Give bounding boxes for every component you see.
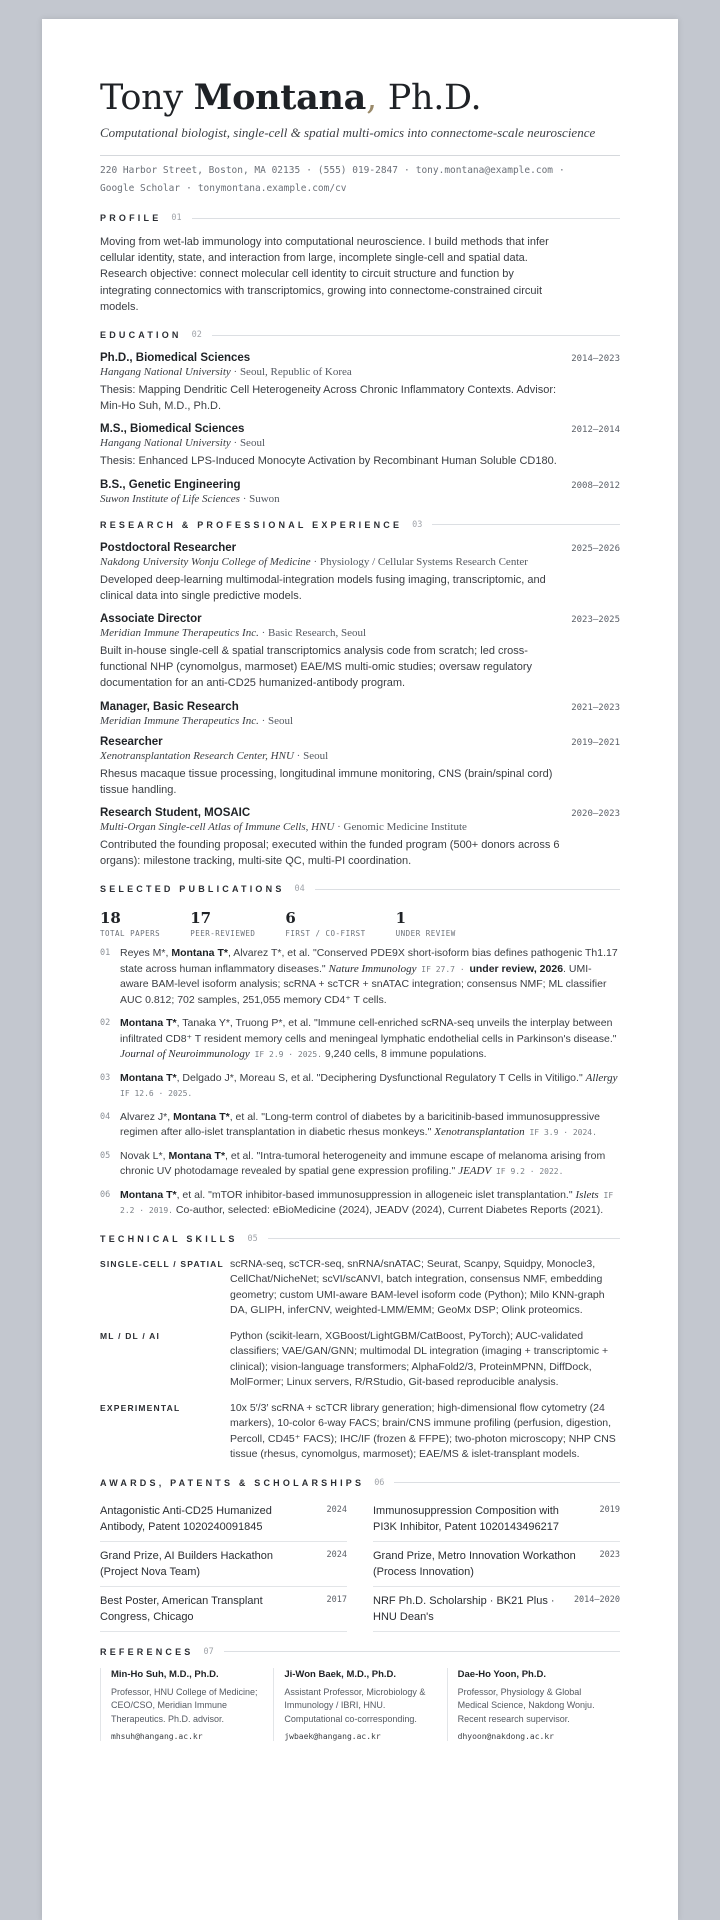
section-title: EDUCATION [100, 330, 182, 341]
publication-citation [120, 1016, 620, 1063]
award-year: 2017 [326, 1594, 347, 1605]
entry-dates: 2020–2023 [571, 809, 620, 820]
organization-dept: · Seoul [258, 714, 294, 727]
school-line [100, 366, 620, 378]
section-title: SELECTED PUBLICATIONS [100, 884, 285, 895]
organization-line [100, 715, 620, 727]
organization-dept: · Genomic Medicine Institute [334, 821, 467, 834]
publication-stat [285, 909, 365, 938]
award-item [100, 1497, 347, 1542]
entry-dates: 2025–2026 [571, 543, 620, 554]
award-title: Best Poster, American Transplant Congress, Chicago [100, 1594, 263, 1623]
organization-dept: · Basic Research, Seoul [258, 627, 367, 640]
organization-dept: · Physiology / Cellular Systems Research Center [310, 555, 528, 568]
section-divider [432, 524, 620, 525]
school-name: Hangang National University [100, 366, 231, 379]
section-header-publications [100, 881, 620, 897]
publication-citation [120, 1149, 620, 1180]
education-list [100, 352, 620, 505]
entry-header [100, 352, 620, 364]
section-divider [192, 218, 620, 219]
organization-name: Multi-Organ Single-cell Atlas of Immune Cells, HNU [100, 821, 335, 834]
entry-dates: 2023–2025 [571, 615, 620, 626]
publication-number: 02 [100, 1018, 111, 1029]
publication-stats [100, 909, 620, 938]
organization-name: Meridian Immune Therapeutics Inc. [100, 627, 259, 640]
publication-number: 04 [100, 1111, 111, 1122]
citation-body: , Alvarez T*, et al. "Conserved PDE9X short-isoform bias defines pathogenic Th1.17 state across human inflammatory diseases." [120, 947, 618, 975]
publication-citation [120, 1188, 620, 1219]
citation-body: , et al. "mTOR inhibitor-based immunosuppression in allogeneic islet transplantation." [176, 1188, 576, 1201]
school-location: · Suwon [239, 492, 280, 505]
entry-description: Developed deep-learning multimodal-integration models fusing imaging, transcriptomic, and clinical data into single predictive models. [100, 573, 546, 602]
stat-number: 1 [395, 909, 407, 928]
citation-journal: JEADV [458, 1165, 492, 1178]
school-name: Suwon Institute of Life Sciences [100, 492, 240, 505]
section-title: RESEARCH & PROFESSIONAL EXPERIENCE [100, 519, 403, 530]
citation-meta: IF 2.2 · 2019. [120, 1190, 614, 1216]
citation-authors-pre: Reyes M*, [120, 947, 172, 960]
entry-header [100, 701, 620, 713]
section-header-profile [100, 210, 620, 226]
reference-description: Professor, Physiology & Global Medical Science, Nakdong Wonju. Recent research supervisor. [457, 1686, 595, 1724]
section-title: REFERENCES [100, 1646, 194, 1657]
award-title: Immunosuppression Composition with PI3K Inhibitor, Patent 1020143496217 [373, 1504, 559, 1533]
education-entry [100, 423, 620, 469]
citation-self-author: Montana T* [120, 1017, 177, 1030]
section-divider [224, 1651, 620, 1652]
section-number: 06 [374, 1477, 385, 1488]
stat-number: 18 [100, 909, 121, 928]
contact-website-link[interactable]: tonymontana.example.com/cv [197, 183, 347, 194]
citation-notes: 9,240 cells, 8 immune populations. [322, 1048, 487, 1061]
citation-notes: . UMI-aware BAM-level isoform analysis; scRNA + scTCR + snATAC integration; consensus NMF; ML classifier AUC 0.812; 702 samples, 251,055 memory CD4⁺ T cells. [120, 962, 607, 1006]
award-year: 2014–2020 [573, 1594, 620, 1605]
publication-number: 03 [100, 1072, 111, 1083]
organization-line [100, 627, 620, 639]
citation-journal: Nature Immunology [328, 962, 417, 975]
award-item [373, 1497, 620, 1542]
skill-row [100, 1329, 620, 1391]
skill-category: EXPERIMENTAL [100, 1402, 181, 1413]
job-title: Postdoctoral Researcher [100, 541, 237, 554]
stat-number: 6 [285, 909, 296, 928]
experience-entry [100, 542, 620, 604]
section-divider [315, 889, 620, 890]
name-comma: , [366, 78, 377, 118]
skill-details: scRNA-seq, scTCR-seq, snRNA/snATAC; Seurat, Scanpy, Squidpy, Monocle3, CellChat/NicheNet; scVI/scANVI, batch integration, consensus NMF, embedding geometry; custom UMI-aware BAM-level isoform code (Python); Milo KNN-graph DA, GLIPH, inferCNV, weighted-LMM/EMM; GeoMx DSP; Olink proteomics. [230, 1257, 605, 1317]
stat-label: TOTAL PAPERS [100, 929, 161, 939]
profile-text: Moving from wet-lab immunology into computational neuroscience. I build methods that infer cellular identity, state, and interaction from large, incomplete single-cell and spatial data. Research objective: connect molecular cell identity to circuit structure and function by integrating connectomics with transcriptomics, growing into connectome-constrained circuit models. [100, 236, 549, 313]
entry-header [100, 479, 620, 491]
citation-body: , Tanaka Y*, Truong P*, et al. "Immune cell-enriched scRNA-seq unveils the interplay between infiltrated CD8⁺ T resident memory cells and meningeal lymphatic endothelial cells in Parkinson's disease." [120, 1017, 617, 1045]
job-title: Researcher [100, 735, 163, 748]
citation-journal: Journal of Neuroimmunology [120, 1048, 250, 1061]
entry-description: Thesis: Enhanced LPS-Induced Monocyte Activation by Recombinant Human Soluble CD180. [100, 455, 557, 468]
publication-number: 06 [100, 1189, 111, 1200]
awards-grid [100, 1497, 620, 1632]
job-title: Associate Director [100, 613, 202, 626]
reference-description: Professor, HNU College of Medicine; CEO/CSO, Meridian Immune Therapeutics. Ph.D. advisor. [111, 1686, 258, 1724]
school-line [100, 437, 620, 449]
reference-card [447, 1668, 620, 1742]
experience-entry [100, 736, 620, 798]
school-location: · Seoul, Republic of Korea [230, 366, 352, 379]
award-title: Grand Prize, AI Builders Hackathon (Project Nova Team) [100, 1549, 274, 1578]
reference-name: Ji-Won Baek, M.D., Ph.D. [284, 1668, 397, 1680]
award-year: 2019 [599, 1504, 620, 1515]
citation-body: , Delgado J*, Moreau S, et al. "Deciphering Dysfunctional Regulatory T Cells in Vitiligo." [176, 1071, 586, 1084]
skill-details: Python (scikit-learn, XGBoost/LightGBM/CatBoost, PyTorch); AUC-validated classifiers; VAE/GAN/GNN; multimodal DL integration (imaging + transcriptomic + clinical); vision-language transformers; AlphaFold2/3, ProteinMPNN, DiffDock, MolFormer; Linux servers, R/RStudio, Git-based reproducible analysis. [230, 1329, 609, 1389]
entry-dates: 2019–2021 [571, 737, 620, 748]
references-list [100, 1668, 620, 1742]
degree-title: Ph.D., Biomedical Sciences [100, 352, 251, 365]
award-item [373, 1587, 620, 1632]
organization-line [100, 821, 620, 833]
publication-citation [120, 1110, 620, 1141]
award-item [373, 1542, 620, 1587]
entry-header [100, 613, 620, 625]
education-entry [100, 479, 620, 505]
citation-authors-pre: Novak L*, [120, 1149, 169, 1162]
citation-journal: Xenotransplantation [434, 1126, 525, 1139]
reference-name: Dae-Ho Yoon, Ph.D. [457, 1668, 546, 1680]
stat-label: UNDER REVIEW [395, 929, 456, 939]
entry-dates: 2012–2014 [571, 425, 620, 436]
experience-entry [100, 613, 620, 692]
citation-notes: Co-author, selected: eBioMedicine (2024), JEADV (2024), Current Diabetes Reports (2021). [172, 1204, 604, 1217]
entry-dates: 2014–2023 [571, 354, 620, 365]
publication-stat [100, 909, 160, 938]
award-title: Antagonistic Anti-CD25 Humanized Antibody, Patent 1020240091845 [100, 1504, 272, 1533]
citation-self-author: Montana T* [120, 1188, 177, 1201]
contact-phone: (555) 019-2847 [317, 165, 398, 176]
organization-line [100, 556, 620, 568]
skill-row [100, 1401, 620, 1463]
reference-email[interactable]: dhyoon@nakdong.ac.kr [457, 1732, 554, 1742]
section-number: 05 [247, 1233, 258, 1244]
citation-meta: IF 27.7 · [416, 964, 470, 974]
skill-category: SINGLE-CELL / SPATIAL [100, 1258, 224, 1269]
reference-email[interactable]: mhsuh@hangang.ac.kr [111, 1732, 203, 1742]
contact-scholar-link[interactable]: Google Scholar [100, 183, 181, 194]
section-number: 07 [203, 1646, 214, 1657]
school-name: Hangang National University [100, 437, 231, 450]
citation-body: , et al. "Long-term control of diabetes by a baricitinib-based immunosuppressive regimen after allo-islet transplantation in diabetic rhesus monkeys." [120, 1110, 600, 1139]
award-year: 2023 [599, 1549, 620, 1560]
section-header-awards [100, 1475, 620, 1491]
publication-number: 01 [100, 948, 111, 959]
citation-status: under review, 2026 [469, 962, 564, 975]
degree-title: B.S., Genetic Engineering [100, 478, 241, 491]
section-divider [212, 335, 620, 336]
award-title: Grand Prize, Metro Innovation Workathon (Process Innovation) [373, 1549, 576, 1578]
tagline: Computational biologist, single-cell & spatial multi-omics into connectome-scale neuroscience [100, 125, 596, 140]
citation-self-author: Montana T* [120, 1071, 177, 1084]
entry-header [100, 736, 620, 748]
reference-email[interactable]: jwbaek@hangang.ac.kr [284, 1732, 381, 1742]
entry-description: Built in-house single-cell & spatial transcriptomics analysis code from scratch; led cross-functional NHP (cynomolgus, marmoset) EAE/MS multi-omic studies; oversaw regulatory documentation for an anti-CD25 humanized-antibody program. [100, 645, 533, 690]
section-header-experience [100, 517, 620, 533]
entry-description: Thesis: Mapping Dendritic Cell Heterogeneity Across Chronic Inflammatory Contexts. Advisor: Min-Ho Suh, M.D., Ph.D. [100, 384, 557, 413]
reference-description: Assistant Professor, Microbiology & Immunology / IBRI, HNU. Computational co-corresponding. [284, 1686, 426, 1724]
citation-authors-pre: Alvarez J*, [120, 1110, 174, 1123]
section-header-references [100, 1644, 620, 1660]
publication-citation [120, 1071, 620, 1102]
job-title: Manager, Basic Research [100, 700, 239, 713]
entry-dates: 2008–2012 [571, 480, 620, 491]
entry-header [100, 542, 620, 554]
resume-content [100, 77, 620, 1741]
citation-meta: IF 2.9 · 2025. [249, 1050, 322, 1060]
last-name: Montana [193, 77, 367, 118]
publication-list [100, 946, 620, 1219]
entry-header [100, 423, 620, 435]
section-number: 02 [191, 330, 202, 341]
section-number: 03 [412, 519, 423, 530]
organization-dept: · Seoul [293, 749, 329, 762]
school-line [100, 493, 620, 505]
citation-self-author: Montana T* [171, 947, 228, 960]
organization-line [100, 750, 620, 762]
skill-category: ML / DL / AI [100, 1330, 161, 1341]
citation-journal: Islets [575, 1188, 599, 1201]
entry-description: Contributed the founding proposal; executed within the funded program (500+ donors across 6 organs): milestone tracking, multi-site QC, multi-PI coordination. [100, 839, 560, 868]
organization-name: Nakdong University Wonju College of Medicine [100, 555, 311, 568]
reference-card [273, 1668, 446, 1742]
citation-journal: Allergy [585, 1071, 618, 1084]
section-divider [268, 1238, 620, 1239]
section-number: 04 [294, 884, 305, 895]
section-divider [394, 1482, 620, 1483]
publication-item [100, 946, 620, 1008]
entry-dates: 2021–2023 [571, 702, 620, 713]
section-header-education [100, 327, 620, 343]
citation-body: , et al. "Intra-tumoral heterogeneity and immune escape of melanoma arising from chronic UV photodamage revealed by spatial gene expression profiling." [120, 1149, 606, 1178]
publication-stat [396, 909, 456, 938]
award-year: 2024 [326, 1504, 347, 1515]
reference-name: Min-Ho Suh, M.D., Ph.D. [111, 1668, 219, 1680]
stat-label: PEER-REVIEWED [190, 929, 256, 939]
publication-citation [120, 946, 620, 1008]
experience-list [100, 542, 620, 870]
entry-header [100, 807, 620, 819]
award-title: NRF Ph.D. Scholarship · BK21 Plus · HNU Dean's [373, 1594, 555, 1623]
stat-number: 17 [190, 909, 212, 928]
resume-page [42, 19, 678, 1920]
award-item [100, 1587, 347, 1632]
citation-self-author: Montana T* [173, 1110, 230, 1123]
reference-card [100, 1668, 273, 1742]
first-name: Tony [100, 78, 183, 118]
section-title: TECHNICAL SKILLS [100, 1233, 238, 1244]
experience-entry [100, 807, 620, 869]
stat-label: FIRST / CO-FIRST [285, 929, 366, 939]
section-header-skills [100, 1231, 620, 1247]
citation-meta: IF 9.2 · 2022. [491, 1167, 564, 1177]
award-item [100, 1542, 347, 1587]
publication-item [100, 1110, 620, 1141]
publication-item [100, 1149, 620, 1180]
entry-description: Rhesus macaque tissue processing, longitudinal immune monitoring, CNS (brain/spinal cord) tissue handling. [100, 767, 553, 796]
publication-number: 05 [100, 1150, 111, 1161]
job-title: Research Student, MOSAIC [100, 807, 251, 820]
section-title: PROFILE [100, 213, 162, 223]
school-location: · Seoul [230, 437, 266, 450]
publication-item [100, 1071, 620, 1102]
education-entry [100, 352, 620, 414]
section-number: 01 [171, 213, 182, 223]
organization-name: Meridian Immune Therapeutics Inc. [100, 714, 259, 727]
header-divider [100, 155, 620, 156]
publication-item [100, 1188, 620, 1219]
citation-self-author: Montana T* [168, 1149, 226, 1162]
page-title [100, 77, 620, 119]
contact-address: 220 Harbor Street, Boston, MA 02135 [100, 165, 301, 176]
degree-title: M.S., Biomedical Sciences [100, 423, 245, 436]
name-suffix: Ph.D. [387, 78, 482, 118]
award-year: 2024 [326, 1549, 347, 1560]
experience-entry [100, 701, 620, 727]
publication-item [100, 1016, 620, 1063]
organization-name: Xenotransplantation Research Center, HNU [100, 749, 294, 762]
citation-meta: IF 3.9 · 2024. [524, 1128, 597, 1138]
publication-stat [190, 909, 255, 938]
skill-details: 10x 5′/3′ scRNA + scTCR library generation; high-dimensional flow cytometry (24 markers), 10-color 6-way FACS; brain/CNS immune profiling (perfusion, digestion, Percoll, CD45⁺ FACS); IHC/IF (frozen & FFPE); two-photon microscopy; NHP CNS tissue (rhesus, cynomolgus, marmoset); EAE/MS & islet-transplant models. [230, 1401, 616, 1461]
skills-list [100, 1257, 620, 1463]
contact-email[interactable]: tony.montana@example.com [415, 165, 554, 176]
contact-line: 220 Harbor Street, Boston, MA 02135 · (555) 019-2847 · tony.montana@example.com · Google Scholar · tonymontana.example.com/cv [100, 165, 565, 194]
section-title: AWARDS, PATENTS & SCHOLARSHIPS [100, 1477, 365, 1488]
citation-meta: IF 12.6 · 2025. [120, 1089, 193, 1099]
skill-row [100, 1257, 620, 1319]
